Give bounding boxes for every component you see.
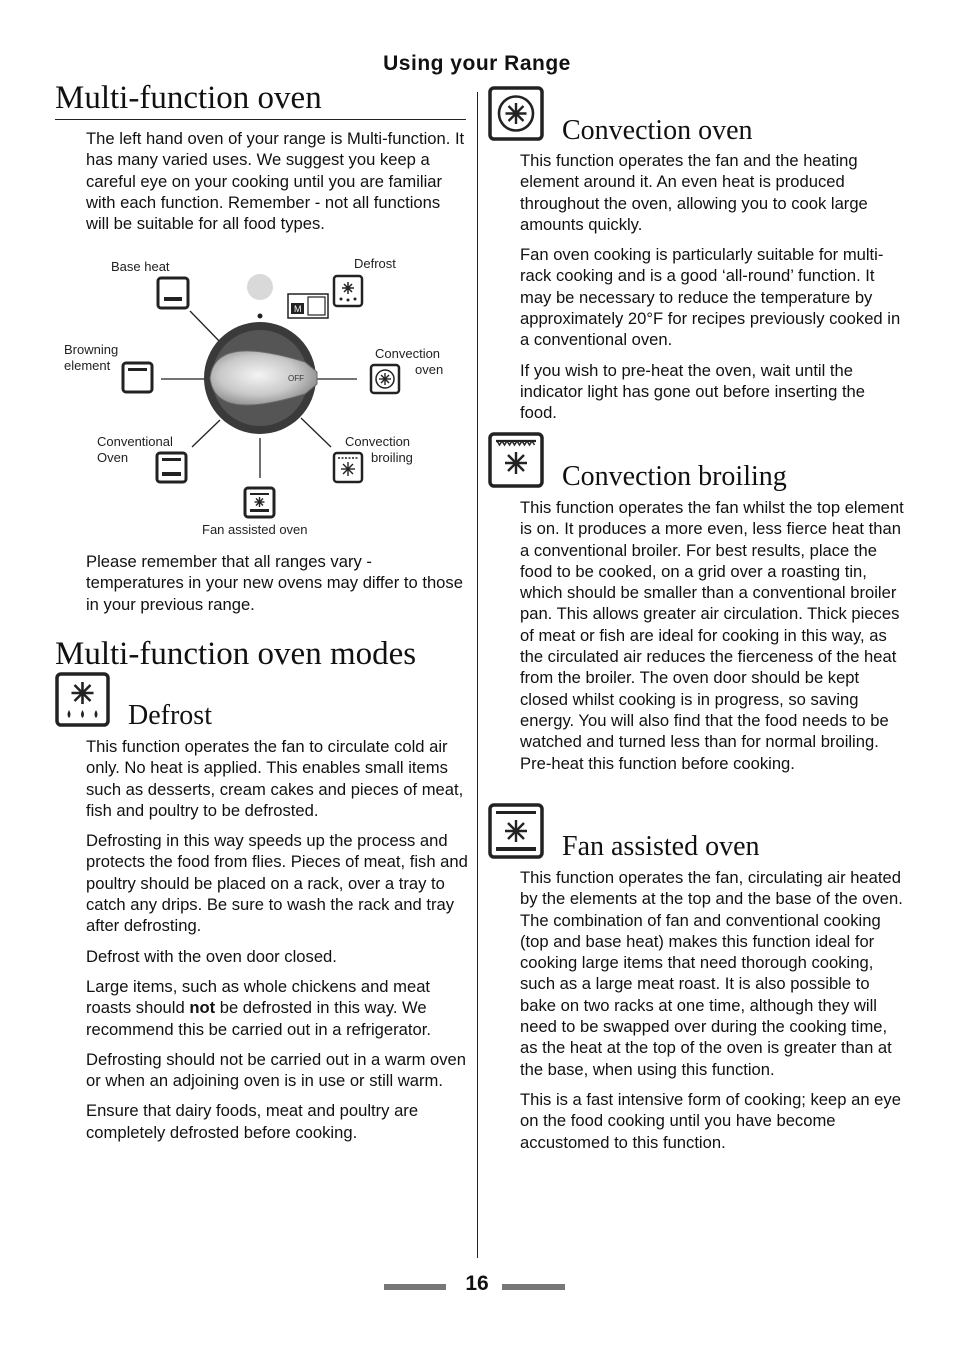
- running-head: Using your Range: [383, 52, 571, 75]
- column-divider: [477, 92, 478, 1258]
- label-conventional-line2: Oven: [97, 450, 129, 465]
- intro-paragraph: The left hand oven of your range is Multi-function. It has many varied uses. We suggest you keep a careful eye on your cooking until you are familiar with each function. Remember - not all functions will be suitable for all food types.: [86, 129, 465, 234]
- indicator-light-icon: [247, 274, 273, 300]
- reminder-text: [86, 551, 466, 624]
- convection-oven-paragraph-3: If you wish to pre-heat the oven, wait until the indicator light has gone out before inserting the food.: [520, 360, 866, 423]
- conventional-oven-icon: [157, 453, 186, 482]
- reminder-paragraph: Please remember that all ranges vary - temperatures in your new ovens may differ to those in your previous range.: [86, 552, 463, 614]
- modes-title: Multi-function oven modes: [55, 636, 417, 672]
- page-title: Multi-function oven: [55, 80, 322, 116]
- convection-oven-text: [520, 150, 904, 433]
- defrost-paragraph-1: This function operates the fan to circulate cold air only. No heat is applied. This enables small items such as desserts, cream cakes and pieces of meat, fish and poultry to be defrosted.: [86, 737, 464, 820]
- dial-marker: [258, 314, 263, 319]
- defrost-paragraph-5: Defrosting should not be carried out in a warm oven or when an adjoining oven is in use or still warm.: [86, 1049, 467, 1091]
- fan-assisted-paragraph-2: This is a fast intensive form of cooking; keep an eye on the food cooking until you have become accustomed to this function.: [520, 1089, 901, 1152]
- defrost-icon: [55, 672, 111, 728]
- label-convection-broiling-line2: broiling: [371, 450, 413, 465]
- convection-oven-title: Convection oven: [562, 115, 753, 146]
- label-convection-oven-line1: Convection: [375, 346, 441, 361]
- defrost-text: [86, 736, 470, 1152]
- defrost-paragraph-4: [86, 976, 470, 1040]
- defrost-paragraph-3: Defrost with the oven door closed.: [86, 946, 337, 966]
- convection-oven-paragraph-1: This function operates the fan and the heating element around it. An even heat is produced throughout the oven, allowing you to cook large amounts quickly.: [520, 151, 868, 234]
- footer-bar-left: [384, 1284, 446, 1290]
- convection-oven-icon: [371, 365, 399, 393]
- label-convection-oven-line2: oven: [415, 362, 444, 377]
- convection-broiling-text: [520, 497, 904, 783]
- defrost-paragraph-2: Defrosting in this way speeds up the process and protects the food from flies. Pieces of meat, fish and poultry should be placed on a rack, over a tray to catch any drips. Be sure to wash the rack and tray after defrosting.: [86, 831, 468, 936]
- label-browning-line2: element: [64, 358, 111, 373]
- knob-off-label: OFF: [288, 374, 304, 383]
- browning-element-icon: [123, 363, 152, 392]
- fan-assisted-text: [520, 867, 904, 1162]
- label-defrost: Defrost: [354, 256, 396, 271]
- fan-assisted-oven-icon: [488, 803, 545, 860]
- label-base-heat: Base heat: [111, 259, 170, 274]
- defrost-p4-end: be defrosted in this way. We recommend this be carried out in a refrigerator.: [86, 998, 431, 1039]
- convection-oven-icon: [488, 86, 545, 142]
- clock-letter: M: [294, 304, 302, 314]
- intro-text: [86, 128, 466, 243]
- defrost-icon: [334, 276, 362, 306]
- label-fan-assisted: Fan assisted oven: [202, 522, 308, 537]
- page-number: 16: [465, 1272, 489, 1295]
- label-browning-line1: Browning: [64, 342, 119, 357]
- convection-oven-paragraph-2: Fan oven cooking is particularly suitable for multi-rack cooking and is a good ‘all-round’ function. It may be necessary to reduce the temperature by approximately 20°F for recipes previously cooked in a conventional oven.: [520, 245, 901, 350]
- clock-icon: [288, 294, 328, 318]
- fan-assisted-paragraph-1: This function operates the fan, circulating air heated by the elements at the top and the base of the oven. The combination of fan and conventional cooking (top and base heat) makes this function ideal for cooking large items that need thorough cooking, such as a large meat roast. It is also possible to bake on two racks at one time, although they will need to be swapped over during the cooking time, as the heat at the top of the oven is greater than at the base, when using this function.: [520, 868, 903, 1079]
- defrost-title: Defrost: [128, 700, 212, 731]
- defrost-p4-start: Large items, such as whole chickens and meat roasts should: [86, 976, 431, 1018]
- convection-broiling-paragraph-1: This function operates the fan whilst the top element is on. It produces a more even, less fierce heat than a conventional broiler. For best results, place the food to be cooked, on a grid over a roasting tin, which should be smaller than a conventional broiler pan. This allows greater air circulation. Thick pieces of meat or fish are ideal for cooking in this way, as the circulated air reduces the fierceness of the heat from the broiler. The oven door should be kept closed whilst cooking is in progress, so saving energy. You will also find that the food needs to be watched and turned less than for normal broiling. Pre-heat this function before cooking.: [520, 498, 904, 773]
- title-underline: [55, 119, 466, 120]
- defrost-paragraph-6: Ensure that dairy foods, meat and poultry are completely defrosted before cooking.: [86, 1101, 419, 1142]
- fan-assisted-title: Fan assisted oven: [562, 831, 760, 862]
- fan-assisted-oven-icon: [245, 488, 274, 517]
- convection-broiling-icon: [488, 432, 545, 489]
- footer-bar-right: [502, 1284, 565, 1290]
- label-convection-broiling-line1: Convection: [345, 434, 411, 449]
- convection-broiling-icon: [334, 453, 362, 482]
- convection-broiling-title: Convection broiling: [562, 461, 787, 492]
- function-dial-diagram: [55, 250, 475, 550]
- base-heat-icon: [158, 278, 188, 308]
- label-conventional-line1: Conventional: [97, 434, 173, 449]
- defrost-p4-bold: not: [189, 998, 216, 1018]
